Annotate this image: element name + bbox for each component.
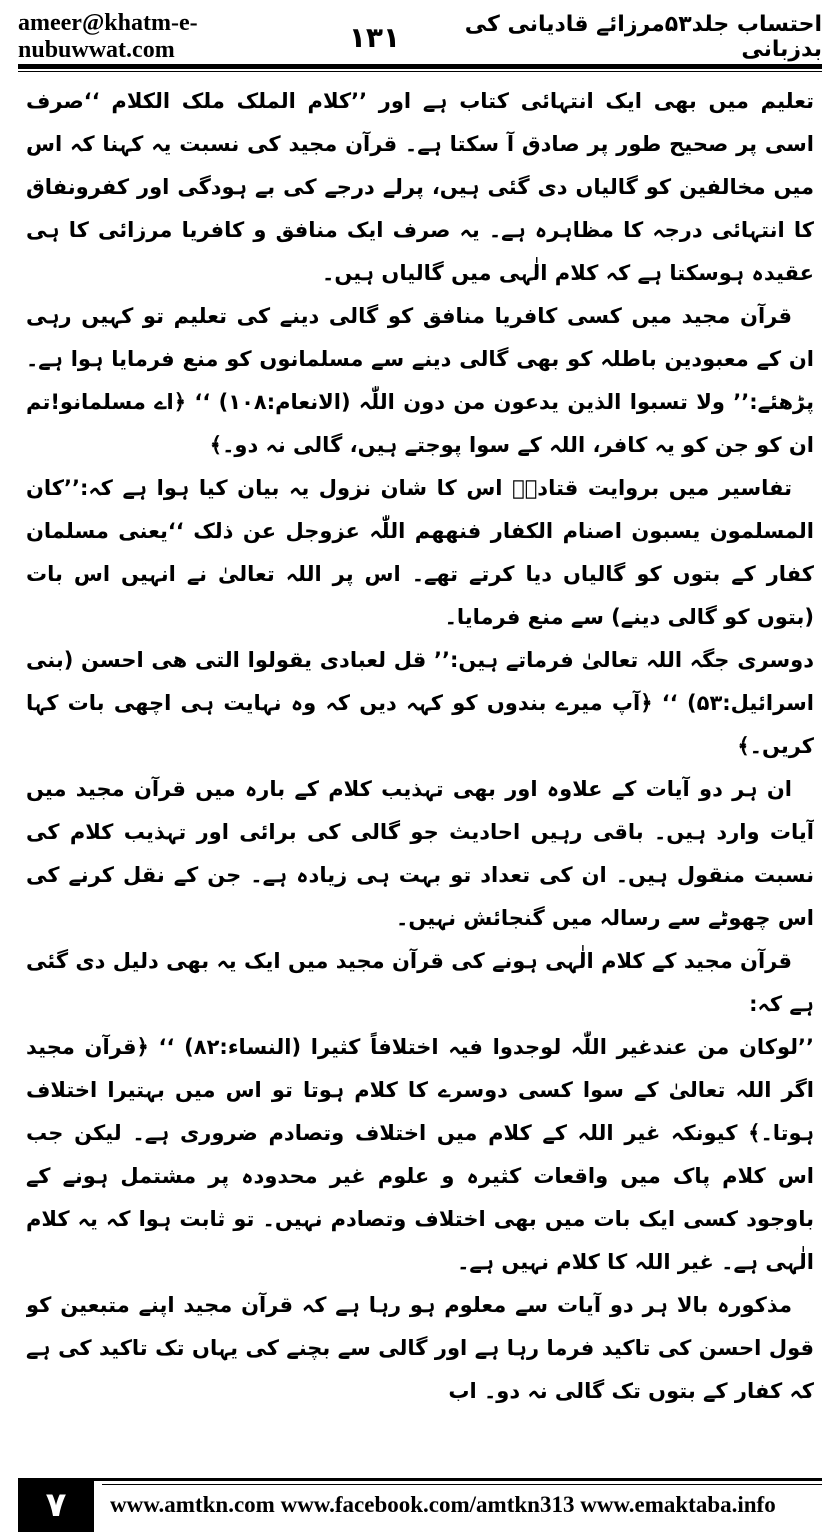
header-rule-thin xyxy=(18,71,822,72)
header-left xyxy=(18,10,400,64)
footer-urls: www.amtkn.com www.facebook.com/amtkn313 www.emaktaba.info xyxy=(110,1492,776,1517)
footer-page-box: ۷ xyxy=(18,1478,94,1532)
header-email: ameer@khatm-e-nubuwwat.com xyxy=(18,10,198,63)
header-title: احتساب جلد۵۳مرزائے قادیانی کی بدزبانی xyxy=(464,12,822,62)
footer-rule-thin xyxy=(102,1484,822,1485)
page-header xyxy=(18,10,822,63)
paragraph-7: ’’لوکان من عندغیر اللّٰہ لوجدوا فیہ اختلافاً کثیرا (النساء:۸۲) ‘‘ ﴿قرآن مجید اگر اللہ تعالیٰ کے سوا کسی دوسرے کا کلام ہوتا تو اس میں بہتیرا اختلاف ہوتا۔﴾ کیونکہ غیر اللہ کے کلام میں اختلاف وتصادم ضروری ہے۔ لیکن جب اس کلام پاک میں واقعات کثیرہ و علوم غیر محدودہ پر مشتمل ہونے کے باوجود کسی ایک بات میں بھی اختلاف وتصادم نہیں۔ تو ثابت ہوا کہ یہ کلام الٰہی ہے۔ غیر اللہ کا کلام نہیں ہے۔ xyxy=(26,1035,814,1274)
paragraph-3: تفاسیر میں بروایت قتادہؒ اس کا شان نزول یہ بیان کیا ہوا ہے کہ:’’کان المسلمون یسبون اصنام الکفار فنھھم اللّٰہ عزوجل عن ذلک ‘‘یعنی مسلمان کفار کے بتوں کو گالیاں دیا کرتے تھے۔ اس پر اللہ تعالیٰ نے انہیں اس بات (بتوں کو گالی دینے) سے منع فرمایا۔ xyxy=(26,476,814,629)
paragraph-6: قرآن مجید کے کلام الٰہی ہونے کی قرآن مجید میں ایک یہ بھی دلیل دی گئی ہے کہ: xyxy=(26,949,814,1016)
paragraph-5: ان ہر دو آیات کے علاوہ اور بھی تہذیب کلام کے بارہ میں قرآن مجید میں آیات وارد ہیں۔ باقی رہیں احادیث جو گالی کی برائی اور تہذیب کلام کی نسبت منقول ہیں۔ ان کی تعداد تو بہت ہی زیادہ ہے۔ جن کے نقل کرنے کی اس چھوٹے سے رسالہ میں گنجائش نہیں۔ xyxy=(26,777,814,930)
paragraph-1: تعلیم میں بھی ایک انتہائی کتاب ہے اور ’’کلام الملک ملک الکلام ‘‘صرف اسی پر صحیح طور پر صادق آ سکتا ہے۔ قرآن مجید کی نسبت یہ کہنا کہ اس میں مخالفین کو گالیاں دی گئی ہیں، پرلے درجے کی بے ہودگی اور کفرونفاق کا انتہائی درجہ کا مظاہرہ ہے۔ یہ صرف ایک منافق و کافریا مرزائی کا ہی عقیدہ ہوسکتا ہے کہ کلام الٰہی میں گالیاں ہیں۔ xyxy=(26,89,814,285)
header-rule-thick xyxy=(18,64,822,69)
header-page-number: ۱۳۱ xyxy=(348,20,401,54)
paragraph-4: دوسری جگہ اللہ تعالیٰ فرماتے ہیں:’’ قل لعبادی یقولوا التی ھی احسن (بنی اسرائیل:۵۳) ‘‘ ﴿آپ میرے بندوں کو کہہ دیں کہ وہ نہایت ہی اچھی بات کہا کریں۔﴾ xyxy=(26,648,814,758)
paragraph-8: مذکورہ بالا ہر دو آیات سے معلوم ہو رہا ہے کہ قرآن مجید اپنے متبعین کو قول احسن کی تاکید فرما رہا ہے اور گالی سے بچنے کی یہاں تک تاکید کی ہے کہ کفار کے بتوں تک گالی نہ دو۔ اب xyxy=(26,1293,814,1403)
page-footer xyxy=(18,1478,822,1532)
footer-rule-thick xyxy=(18,1478,822,1481)
paragraph-2: قرآن مجید میں کسی کافریا منافق کو گالی دینے کی تعلیم تو کہیں رہی ان کے معبودین باطلہ کو بھی گالی دینے سے مسلمانوں کو منع فرمایا ہوا ہے۔ پڑھئے:’’ ولا تسبوا الذین یدعون من دون اللّٰہ (الانعام:۱۰۸) ‘‘ ﴿اے مسلمانو!تم ان کو جن کو یہ کافر، اللہ کے سوا پوجتے ہیں، گالی نہ دو۔﴾ xyxy=(26,304,814,457)
page-body xyxy=(26,80,814,1465)
